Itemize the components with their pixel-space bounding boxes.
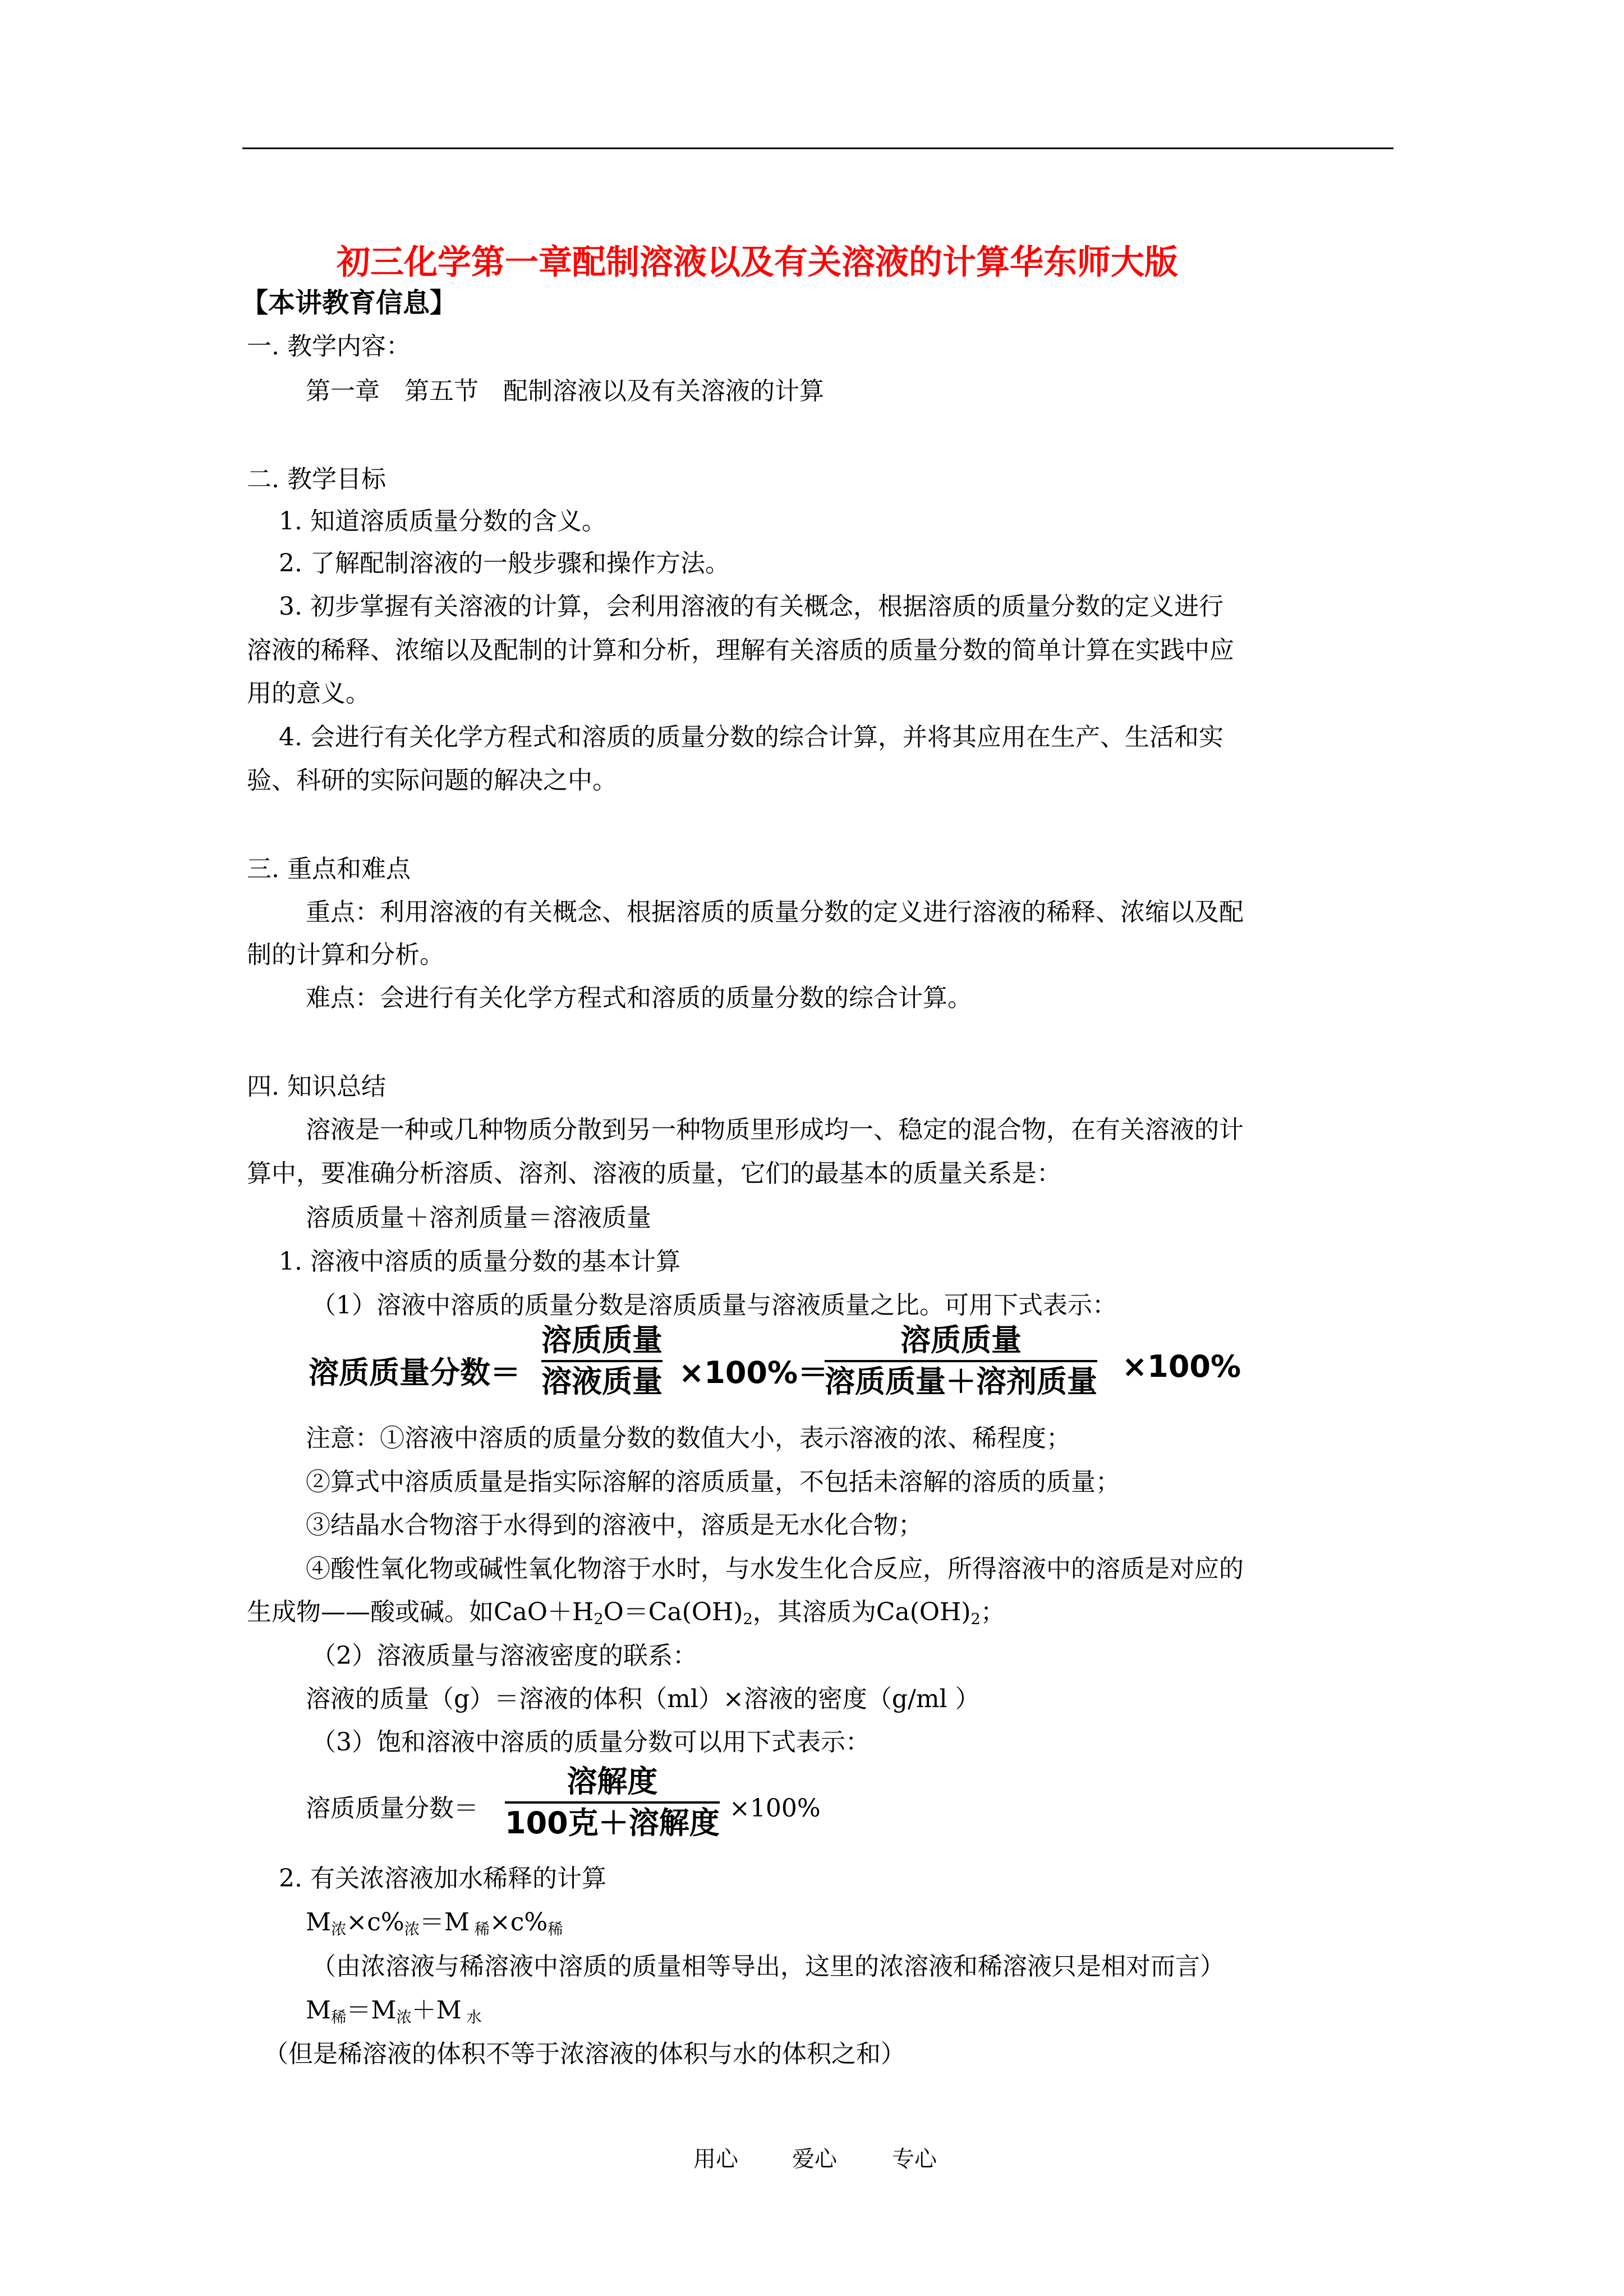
key-point-line-2: 制的计算和分析。 <box>247 940 444 969</box>
note-1: 注意：①溶液中溶质的质量分数的数值大小，表示溶液的浓、稀程度； <box>306 1424 1071 1453</box>
formula-1-mid: ×100%＝ <box>679 1355 829 1390</box>
formula-1-fraction-2-numerator: 溶质质量 <box>900 1322 1022 1358</box>
formula-2-lhs: 溶质质量分数＝ <box>306 1794 479 1823</box>
part-2-heading: 2. 有关浓溶液加水稀释的计算 <box>279 1864 606 1893</box>
note-2: ②算式中溶质质量是指实际溶解的溶质质量，不包括未溶解的溶质的质量； <box>306 1468 1120 1496</box>
part-1-sub-2: （2）溶液质量与溶液密度的联系： <box>311 1642 697 1670</box>
header-rule <box>242 147 1393 149</box>
formula-1-fraction-2 <box>825 1321 1097 1401</box>
formula-1-tail: ×100% <box>1122 1349 1241 1384</box>
part-1-heading: 1. 溶液中溶质的质量分数的基本计算 <box>279 1247 680 1276</box>
objective-3-line-2: 溶液的稀释、浓缩以及配制的计算和分析，理解有关溶质的质量分数的简单计算在实践中应 <box>247 636 1234 665</box>
formula-1-fraction-2-denominator: 溶质质量＋溶剂质量 <box>825 1364 1097 1399</box>
objective-3: 3. 初步掌握有关溶液的计算，会利用溶液的有关概念，根据溶质的质量分数的定义进行 <box>279 592 1223 621</box>
note-3: ③结晶水合物溶于水得到的溶液中，溶质是无水化合物； <box>306 1511 923 1539</box>
formula-2-fraction <box>505 1762 720 1843</box>
section-1-heading: 一. 教学内容： <box>247 332 411 361</box>
part-1-sub-3: （3）饱和溶液中溶质的质量分数可以用下式表示： <box>311 1728 870 1756</box>
section-2-heading: 二. 教学目标 <box>247 465 386 494</box>
formula-1-fraction-1-denominator: 溶液质量 <box>541 1364 663 1399</box>
formula-2-numerator: 溶解度 <box>567 1764 658 1799</box>
objective-4: 4. 会进行有关化学方程式和溶质的质量分数的综合计算，并将其应用在生产、生活和实 <box>279 723 1223 751</box>
key-point: 重点：利用溶液的有关概念、根据溶质的质量分数的定义进行溶液的稀释、浓缩以及配 <box>306 898 1244 926</box>
objective-1: 1. 知道溶质质量分数的含义。 <box>279 507 606 536</box>
summary-intro: 溶液是一种或几种物质分散到另一种物质里形成均一、稳定的混合物，在有关溶液的计 <box>306 1115 1244 1144</box>
part-1-sub-1: （1）溶液中溶质的质量分数是溶质质量与溶液质量之比。可用下式表示： <box>311 1291 1117 1320</box>
mass-formula: $M_稀=M_浓+M$ $_水$ <box>306 1996 482 2026</box>
objective-4-line-2: 验、科研的实际问题的解决之中。 <box>247 766 617 795</box>
note-4: ④酸性氧化物或碱性氧化物溶于水时，与水发生化合反应，所得溶液中的溶质是对应的 <box>306 1555 1244 1583</box>
mass-relation: 溶质质量＋溶剂质量＝溶液质量 <box>306 1204 651 1232</box>
mass-note: （但是稀溶液的体积不等于浓溶液的体积与水的体积之和） <box>264 2040 905 2068</box>
section-3-heading: 三. 重点和难点 <box>247 855 411 883</box>
objective-2: 2. 了解配制溶液的一般步骤和操作方法。 <box>279 549 730 578</box>
dilution-formula: $M_浓\times c\%_浓=M$ $_稀\times c\%_稀$ <box>306 1908 563 1938</box>
difficult-point: 难点：会进行有关化学方程式和溶质的质量分数的综合计算。 <box>306 984 972 1012</box>
document-title: 初三化学第一章配制溶液以及有关溶液的计算华东师大版 <box>337 243 1178 282</box>
dilution-note: （由浓溶液与稀溶液中溶质的质量相等导出，这里的浓溶液和稀溶液只是相对而言） <box>311 1952 1225 1981</box>
info-heading: 【本讲教育信息】 <box>241 287 457 319</box>
footer-item-3: 专心 <box>892 2146 937 2172</box>
summary-intro-line-2: 算中，要准确分析溶质、溶剂、溶液的质量，它们的最基本的质量关系是： <box>247 1159 1061 1188</box>
objective-3-line-3: 用的意义。 <box>247 679 370 708</box>
footer-item-1: 用心 <box>693 2146 738 2172</box>
section-1-content: 第一章 第五节 配制溶液以及有关溶液的计算 <box>306 377 824 405</box>
formula-1-fraction-1-numerator: 溶质质量 <box>541 1322 663 1358</box>
formula-2-denominator: 100克＋溶解度 <box>505 1805 720 1841</box>
section-4-heading: 四. 知识总结 <box>247 1072 386 1101</box>
density-relation: 溶液的质量（g）＝溶液的体积（ml）×溶液的密度（g/ml ） <box>306 1685 980 1713</box>
formula-1-lhs: 溶质质量分数＝ <box>309 1355 521 1390</box>
note-4-line-2: 生成物——酸或碱。如$CaO+H_2O=Ca(OH)_2$，其溶质为$Ca(OH)_2$； <box>247 1598 1005 1628</box>
formula-1-fraction-1 <box>541 1321 663 1401</box>
footer-item-2: 爱心 <box>792 2146 837 2172</box>
formula-2-tail: ×100% <box>729 1794 821 1823</box>
